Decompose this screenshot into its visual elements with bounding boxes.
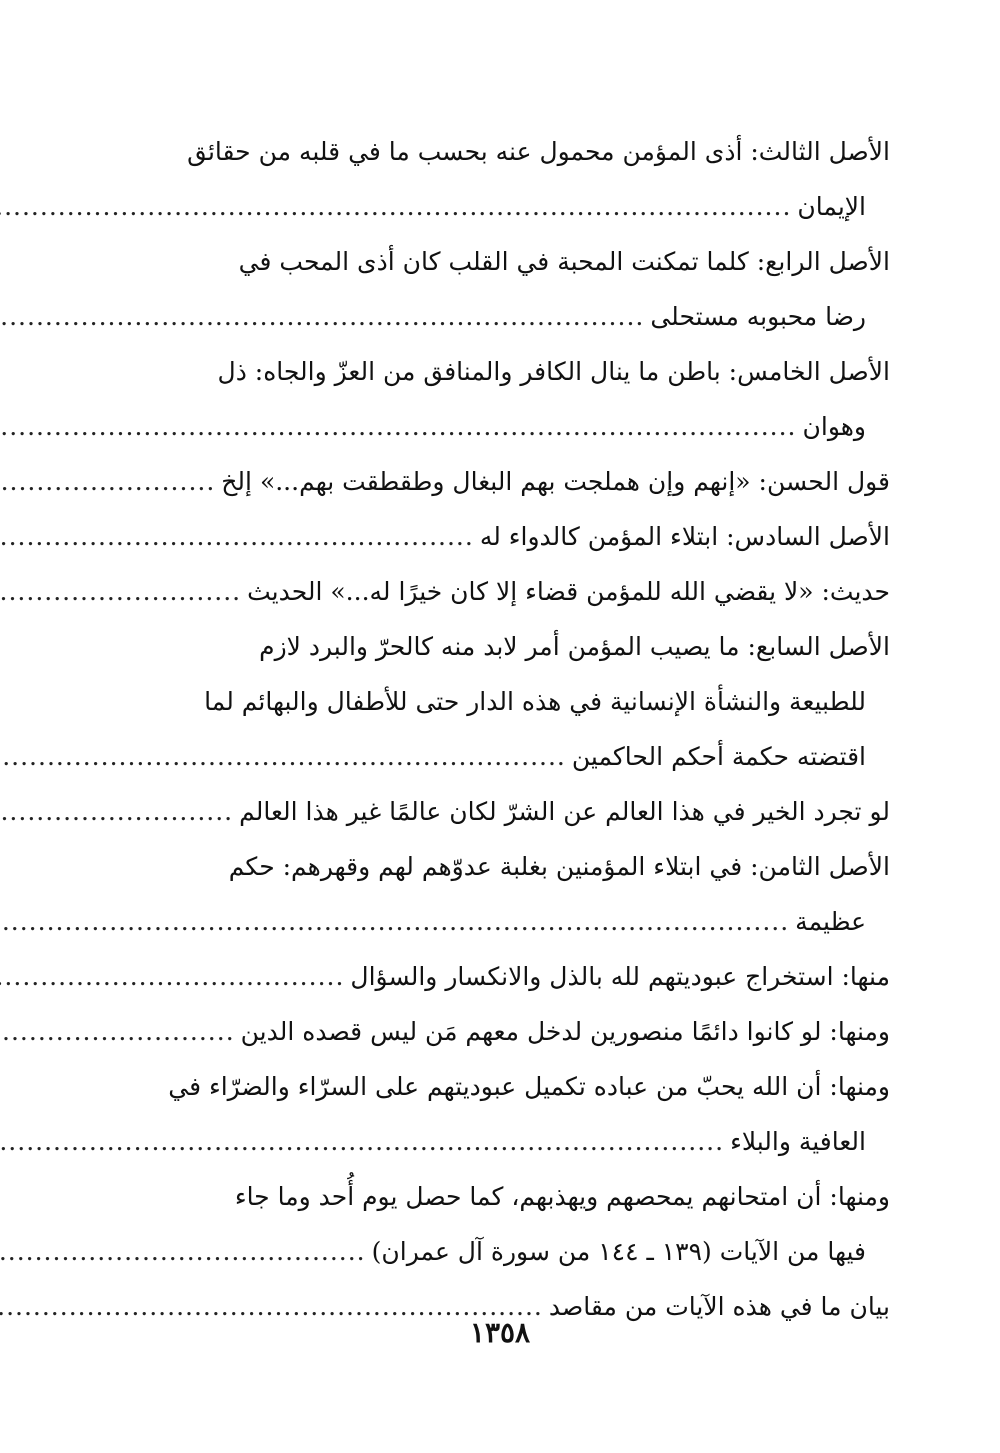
toc-line — [128, 1224, 890, 1279]
toc-line — [128, 619, 890, 674]
toc-line — [128, 839, 890, 894]
toc-line — [128, 399, 890, 454]
toc-line — [128, 289, 890, 344]
leader-dots — [0, 729, 572, 784]
toc-line — [128, 674, 890, 729]
toc-entry-text: وهوان — [802, 412, 866, 441]
toc-entry-text: اقتضته حكمة أحكم الحاكمين — [571, 742, 866, 771]
toc-entry — [128, 1004, 890, 1059]
toc-line — [128, 894, 890, 949]
toc-line — [128, 1169, 890, 1224]
leader-dots — [0, 399, 803, 454]
table-of-contents — [128, 124, 890, 1334]
leader-dots — [0, 564, 247, 619]
leader-dots — [0, 949, 350, 1004]
toc-entry-text: بيان ما في هذه الآيات من مقاصد — [548, 1292, 890, 1321]
toc-entry — [128, 619, 890, 784]
toc-entry-text: الإيمان — [797, 192, 866, 221]
toc-entry — [128, 564, 890, 619]
leader-dots — [0, 1004, 241, 1059]
toc-entry — [128, 344, 890, 454]
toc-entry-text: الأصل السابع: ما يصيب المؤمن أمر لابد منه كالحرّ والبرد لازم — [259, 632, 890, 661]
toc-entry — [128, 1059, 890, 1169]
toc-line — [128, 1059, 890, 1114]
toc-line — [128, 509, 890, 564]
toc-entry-text: الأصل السادس: ابتلاء المؤمن كالدواء له — [479, 522, 890, 551]
toc-line — [128, 729, 890, 784]
leader-dots — [0, 894, 795, 949]
toc-entry — [128, 234, 890, 344]
toc-entry-text: قول الحسن: «إنهم وإن هملجت بهم البغال وطقطقت بهم...» إلخ — [221, 467, 890, 496]
leader-dots — [0, 454, 221, 509]
toc-entry-text: العافية والبلاء — [730, 1127, 866, 1156]
leader-dots — [0, 784, 239, 839]
toc-entry-text: للطبيعة والنشأة الإنسانية في هذه الدار حتى للأطفال والبهائم لما — [204, 687, 866, 716]
toc-entry-text: حديث: «لا يقضي الله للمؤمن قضاء إلا كان خيرًا له...» الحديث — [247, 577, 890, 606]
toc-line — [128, 564, 890, 619]
leader-dots — [0, 509, 480, 564]
toc-entry-text: الأصل الرابع: كلما تمكنت المحبة في القلب كان أذى المحب في — [238, 247, 890, 276]
toc-line — [128, 179, 890, 234]
toc-line — [128, 124, 890, 179]
toc-entry-text: الأصل الخامس: باطن ما ينال الكافر والمنافق من العزّ والجاه: ذل — [217, 357, 890, 386]
leader-dots — [0, 1114, 730, 1169]
toc-entry-text: منها: استخراج عبوديتهم لله بالذل والانكسار والسؤال — [350, 962, 890, 991]
toc-entry — [128, 1169, 890, 1279]
toc-entry — [128, 839, 890, 949]
page-number: ١٣٥٨ — [469, 1316, 531, 1349]
toc-line — [128, 344, 890, 399]
toc-entry-text: الأصل الثالث: أذى المؤمن محمول عنه بحسب ما في قلبه من حقائق — [187, 137, 890, 166]
toc-entry — [128, 454, 890, 509]
toc-entry-text: لو تجرد الخير في هذا العالم عن الشرّ لكان عالمًا غير هذا العالم — [239, 797, 890, 826]
leader-dots — [0, 179, 797, 234]
toc-entry-text: فيها من الآيات (١٣٩ ـ ١٤٤ من سورة آل عمران) — [371, 1237, 866, 1266]
toc-line — [128, 1004, 890, 1059]
toc-entry-text: ومنها: أن امتحانهم يمحصهم ويهذبهم، كما حصل يوم أُحد وما جاء — [234, 1182, 890, 1211]
toc-line — [128, 784, 890, 839]
toc-entry — [128, 784, 890, 839]
toc-entry-text: ومنها: أن الله يحبّ من عباده تكميل عبوديتهم على السرّاء والضرّاء في — [168, 1072, 890, 1101]
leader-dots — [0, 1224, 372, 1279]
toc-line — [128, 1114, 890, 1169]
toc-entry-text: رضا محبوبه مستحلى — [650, 302, 866, 331]
toc-line — [128, 234, 890, 289]
toc-line — [128, 454, 890, 509]
toc-entry — [128, 509, 890, 564]
toc-entry — [128, 124, 890, 234]
toc-entry — [128, 949, 890, 1004]
leader-dots — [0, 289, 650, 344]
toc-entry-text: الأصل الثامن: في ابتلاء المؤمنين بغلبة عدوّهم لهم وقهرهم: حكم — [228, 852, 890, 881]
toc-line — [128, 949, 890, 1004]
toc-entry-text: ومنها: لو كانوا دائمًا منصورين لدخل معهم مَن ليس قصده الدين — [240, 1017, 890, 1046]
toc-entry-text: عظيمة — [795, 907, 866, 936]
